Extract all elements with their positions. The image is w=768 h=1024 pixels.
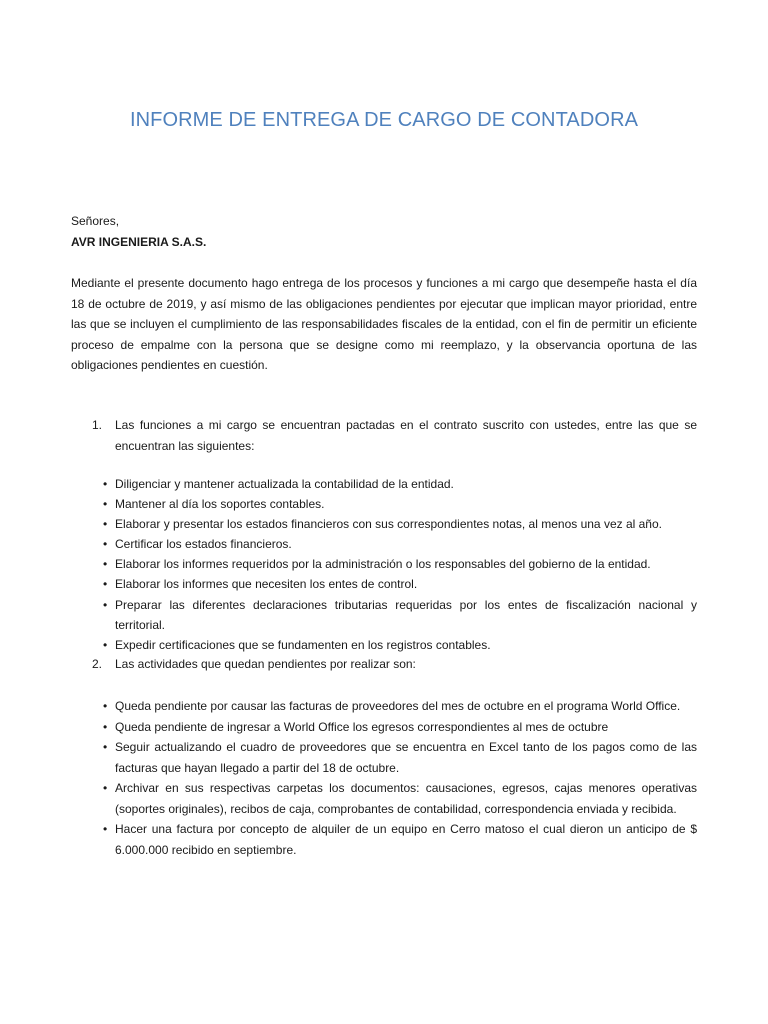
- bullet-icon: •: [103, 557, 108, 572]
- section-2-text: Las actividades que quedan pendientes por realizar son:: [115, 657, 416, 671]
- pending-activities-list: [103, 696, 697, 860]
- company-name: AVR INGENIERIA S.A.S.: [71, 235, 207, 249]
- bullet-icon: •: [103, 577, 108, 592]
- section-1-text: Las funciones a mi cargo se encuentran pactadas en el contrato suscrito con ustedes, entre las que se encuentran las siguientes:: [115, 418, 697, 453]
- bullet-icon: •: [103, 597, 108, 612]
- list-item: [103, 554, 697, 574]
- list-item: [103, 494, 697, 514]
- list-item-text: Diligenciar y mantener actualizada la contabilidad de la entidad.: [115, 477, 454, 491]
- list-item-text: Expedir certificaciones que se fundamenten en los registros contables.: [115, 637, 491, 652]
- bullet-icon: •: [103, 637, 108, 652]
- list-item-text: Elaborar los informes requeridos por la administración o los responsables del gobierno de la entidad.: [115, 557, 651, 572]
- list-item-text: Queda pendiente por causar las facturas de proveedores del mes de octubre en el programa World Office.: [115, 699, 681, 713]
- list-item: [103, 534, 697, 554]
- list-item-text: Preparar las diferentes declaraciones tributarias requeridas por los entes de fiscalización nacional y territorial.: [115, 597, 697, 632]
- bullet-icon: •: [103, 719, 108, 734]
- list-item-text: Seguir actualizando el cuadro de proveedores que se encuentra en Excel tanto de los pagos como de las facturas que hayan llegado a partir del 18 de octubre.: [115, 740, 697, 775]
- bullet-icon: •: [103, 822, 108, 836]
- list-item: [103, 474, 697, 494]
- intro-paragraph: Mediante el presente documento hago entrega de los procesos y funciones a mi cargo que desempeñe hasta el día 18 de octubre de 2019, y así mismo de las obligaciones pendientes por ejecutar que implican mayor prioridad, entre las que se incluyen el cumplimiento de las responsabilidades fiscales de la entidad, con el fin de permitir un eficiente proceso de empalme con la persona que se designe como mi reemplazo, y la observancia oportuna de las obligaciones pendientes en cuestión.: [71, 276, 697, 372]
- bullet-icon: •: [103, 699, 108, 713]
- list-item: [103, 574, 697, 594]
- bullet-icon: •: [103, 497, 108, 512]
- list-item-text: Elaborar los informes que necesiten los entes de control.: [115, 577, 418, 592]
- bullet-icon: •: [103, 517, 108, 532]
- list-item: [103, 514, 697, 534]
- bullet-icon: •: [103, 740, 108, 754]
- list-item: [103, 595, 697, 635]
- section-1-heading: [92, 415, 697, 456]
- functions-list: [103, 474, 697, 655]
- list-item-text: Mantener al día los soportes contables.: [115, 497, 325, 512]
- list-item-text: Archivar en sus respectivas carpetas los documentos: causaciones, egresos, cajas menores operativas (soportes originales), recibos de caja, comprobantes de contabilidad, correspondencia enviada y recibida.: [115, 781, 697, 816]
- list-item: [103, 696, 697, 717]
- section-2-number: 2.: [92, 657, 103, 671]
- salutation: Señores,: [71, 214, 120, 228]
- list-item: [103, 635, 697, 655]
- bullet-icon: •: [103, 781, 108, 795]
- document-title: INFORME DE ENTREGA DE CARGO DE CONTADORA: [129, 109, 639, 131]
- section-1-number: 1.: [92, 418, 103, 432]
- list-item-text: Hacer una factura por concepto de alquiler de un equipo en Cerro matoso el cual dieron un anticipo de $ 6.000.000 recibido en septiembre.: [115, 822, 697, 857]
- list-item-text: Queda pendiente de ingresar a World Office los egresos correspondientes al mes de octubre: [115, 719, 609, 734]
- list-item: [103, 819, 697, 860]
- list-item: [103, 717, 697, 738]
- bullet-icon: •: [103, 477, 108, 491]
- list-item-text: Certificar los estados financieros.: [115, 537, 292, 552]
- bullet-icon: •: [103, 537, 108, 552]
- list-item: [103, 737, 697, 778]
- list-item-text: Elaborar y presentar los estados financieros con sus correspondientes notas, al menos una vez al año.: [115, 517, 662, 532]
- list-item: [103, 778, 697, 819]
- section-2-heading: [92, 654, 697, 675]
